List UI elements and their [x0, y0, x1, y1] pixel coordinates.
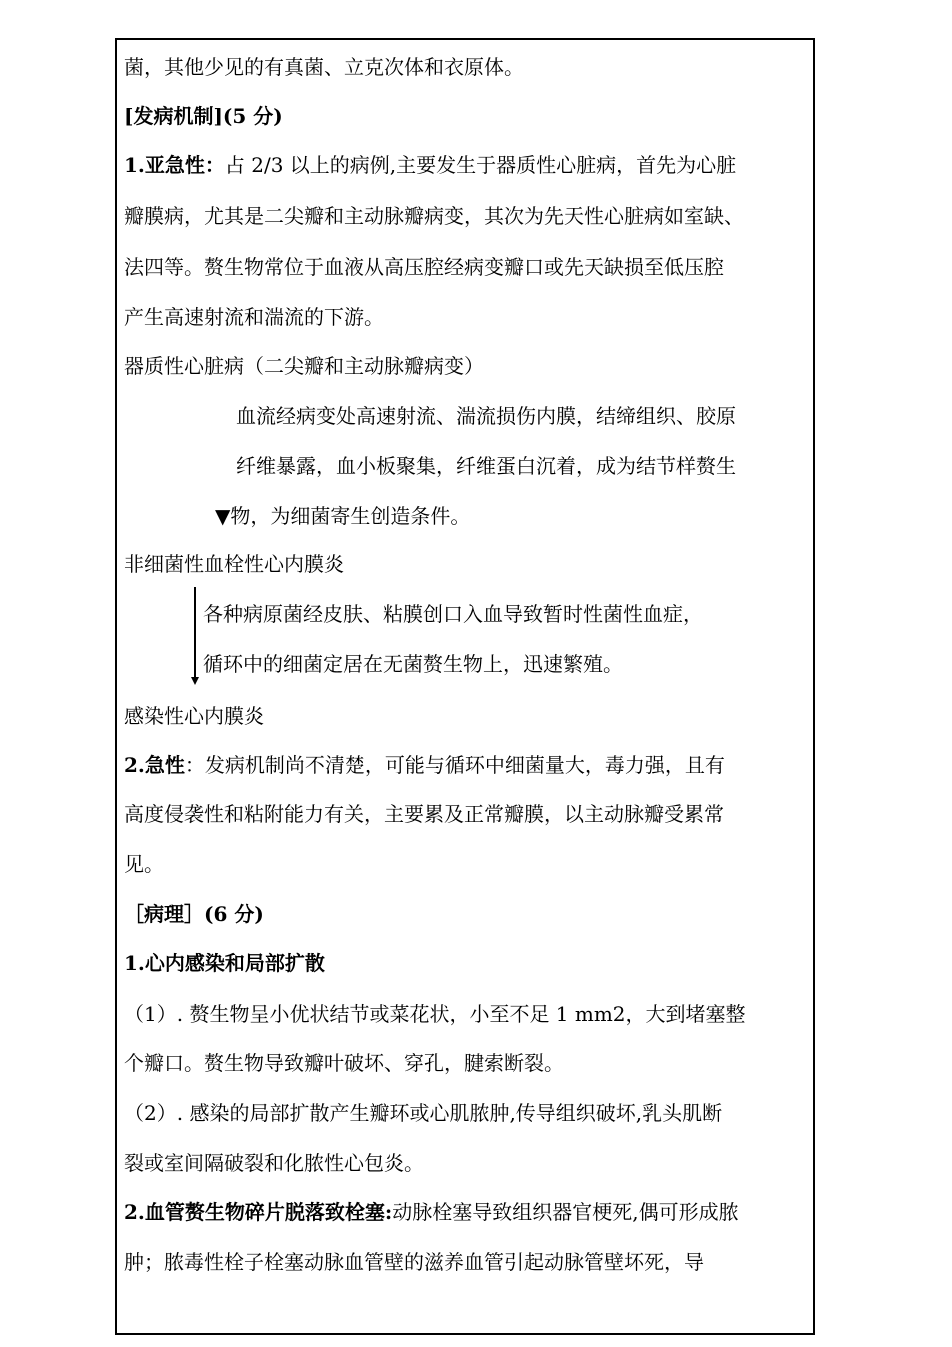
text-line-12: 各种病原菌经皮肤、粘膜创口入血导致暂时性菌性血症，: [203, 602, 703, 626]
text-line-14: 感染性心内膜炎: [124, 704, 264, 728]
embolism-label: 2.血管赘生物碎片脱落致栓塞:: [124, 1200, 393, 1224]
page-border: [115, 38, 815, 1335]
text-line-23: 裂或室间隔破裂和化脓性心包炎。: [124, 1151, 424, 1175]
text-line-13: 循环中的细菌定居在无菌赘生物上，迅速繁殖。: [203, 652, 623, 676]
text-line-25: 肿；脓毒性栓子栓塞动脉血管壁的滋养血管引起动脉管壁坏死，导: [124, 1250, 704, 1274]
text-line-6: 产生高速射流和湍流的下游。: [124, 305, 384, 329]
text-line-1: 菌，其他少见的有真菌、立克次体和衣原体。: [124, 55, 524, 79]
flow-arrow-line: [194, 587, 196, 681]
text-line-11: 非细菌性血栓性心内膜炎: [124, 552, 344, 576]
text-line-subacute: [124, 153, 736, 177]
text-line-8: 血流经病变处高速射流、湍流损伤内膜，结缔组织、胶原: [236, 404, 736, 428]
flow-arrow-head-icon: [191, 677, 199, 685]
subacute-text: 占 2/3 以上的病例,主要发生于器质性心脏病，首先为心脏: [224, 153, 737, 177]
text-line-17: 见。: [124, 852, 164, 876]
text-line-9: 纤维暴露，血小板聚集，纤维蛋白沉着，成为结节样赘生: [236, 454, 736, 478]
text-line-acute: [124, 753, 725, 777]
text-line-4: 瓣膜病，尤其是二尖瓣和主动脉瓣病变，其次为先天性心脏病如室缺、: [124, 204, 744, 228]
text-line-16: 高度侵袭性和粘附能力有关，主要累及正常瓣膜，以主动脉瓣受累常: [124, 802, 724, 826]
text-line-embolism: [124, 1200, 739, 1224]
text-line-5: 法四等。赘生物常位于血液从高压腔经病变瓣口或先天缺损至低压腔: [124, 255, 724, 279]
text-line-22: （2）. 感染的局部扩散产生瓣环或心肌脓肿,传导组织破坏,乳头肌断: [124, 1101, 723, 1125]
subacute-label: 1.亚急性：: [124, 153, 225, 177]
text-line-20: （1）. 赘生物呈小优状结节或菜花状，小至不足 1 mm2，大到堵塞整: [124, 1002, 746, 1026]
text-line-21: 个瓣口。赘生物导致瓣叶破坏、穿孔，腱索断裂。: [124, 1051, 564, 1075]
text-line-10: ▼物，为细菌寄生创造条件。: [215, 504, 471, 528]
heading-pathology: ［病理］(6 分): [124, 902, 264, 926]
acute-text: ：发病机制尚不清楚，可能与循环中细菌量大，毒力强，且有: [184, 753, 725, 777]
embolism-text: 动脉栓塞导致组织器官梗死,偶可形成脓: [392, 1200, 739, 1224]
text-line-7: 器质性心脏病（二尖瓣和主动脉瓣病变）: [124, 354, 484, 378]
heading-pathogenesis: [发病机制](5 分): [124, 104, 283, 128]
acute-label: 2.急性: [124, 753, 185, 777]
subheading-intracardiac-infection: 1.心内感染和局部扩散: [124, 951, 325, 975]
